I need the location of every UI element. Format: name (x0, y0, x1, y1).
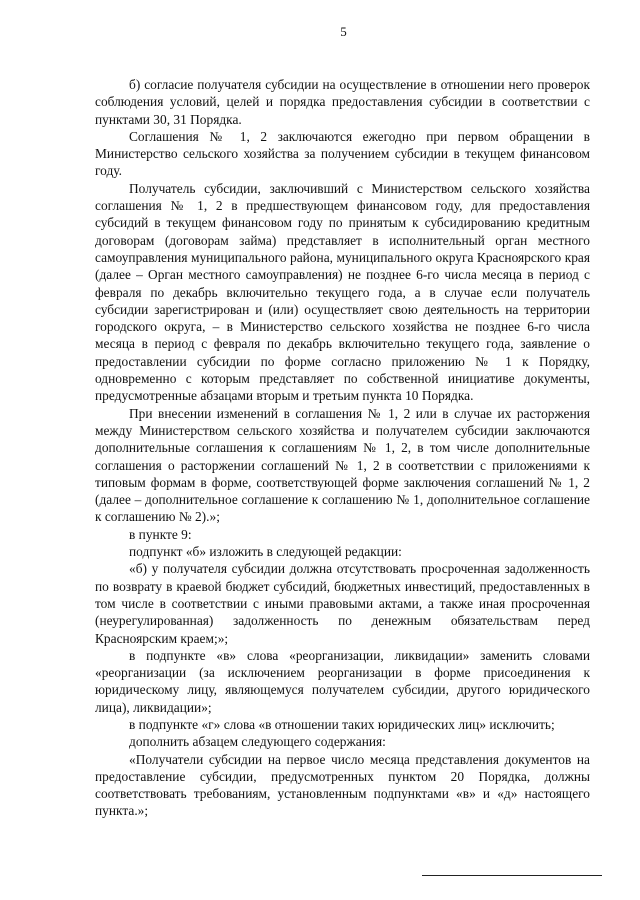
document-body (95, 76, 590, 820)
paragraph-subclause-g: в подпункте «г» слова «в отношении таких юридических лиц» исключить; (129, 716, 555, 732)
paragraph-agreements-annual: Соглашения № 1, 2 заключаются ежегодно при первом обращении в Министерство сельского хозяйства за получением субсидии в текущем финансовом году. (95, 128, 590, 179)
paragraph-subclause-v: в подпункте «в» слова «реорганизации, ликвидации» заменить словами «реорганизации (за исключением реорганизации в форме присоединения к юридическому лицу, являющемуся получателем субсидии, другого юридического лица), ликвидации»; (95, 647, 590, 715)
paragraph-subclause-b-text: «б) у получателя субсидии должна отсутствовать просроченная задолженность по возврату в краевой бюджет субсидий, бюджетных инвестиций, предоставленных в том числе в соответствии с иными правовыми актами, а также иная просроченная (неурегулированная) задолженность по денежным обязательствам перед Красноярским краем;»; (95, 561, 590, 646)
paragraph-recipient-application: Получатель субсидии, заключивший с Министерством сельского хозяйства соглашения № 1, 2 в предшествующем финансовом году, для предоставления субсидий в текущем финансовом году по принятым к субсидированию кредитным договорам (договорам займа) представляет в исполнительный орган местного самоуправления муниципального района, муниципального округа Красноярского края (далее – Орган местного самоуправления) не позднее 6-го числа месяца в период с февраля по декабрь включительно текущего года, а в случае если получатель субсидии зарегистрирован и (или) осуществляет свою деятельность на территории городского округа, – в Министерство сельского хозяйства не позднее 6-го числа месяца в период с февраля по декабрь включительно текущего года, заявление о предоставлении субсидии по форме согласно приложению № 1 к Порядку, одновременно с которым представляет по собственной инициативе документы, предусмотренные абзацами вторым и третьим пункта 10 Порядка. (95, 180, 590, 404)
paragraph-add-abzac: дополнить абзацем следующего содержания: (129, 734, 386, 750)
paragraph-new-abzac-text: «Получатели субсидии на первое число месяца представления документов на предоставление субсидии, предусмотренных пунктом 20 Порядка, должны соответствовать требованиям, установленным подпунктами «в» и «д» настоящего пункта.»; (95, 751, 590, 819)
paragraph-clause-9: в пункте 9: (129, 526, 192, 542)
paragraph-additional-agreements: При внесении изменений в соглашения № 1, 2 или в случае их расторжения между Министерством сельского хозяйства и получателем субсидии заключаются дополнительные соглашения к соглашениям № 1, 2, в том числе дополнительные соглашения о расторжении соглашений № 1, 2 в соответствии с приложениями к типовым формам в форме, соответствующей форме заключения соглашений № 1, 2 (далее – дополнительное соглашение к соглашению № 1, дополнительное соглашение к соглашению № 2).»; (95, 405, 590, 525)
paragraph-subclause-b-intro: подпункт «б» изложить в следующей редакции: (129, 544, 402, 560)
page-number: 5 (340, 24, 347, 39)
paragraph-consent-check: б) согласие получателя субсидии на осуществление в отношении него проверок соблюдения условий, целей и порядка предоставления субсидии в соответствии с пунктами 30, 31 Порядка. (95, 77, 590, 127)
footer-divider (422, 875, 602, 876)
